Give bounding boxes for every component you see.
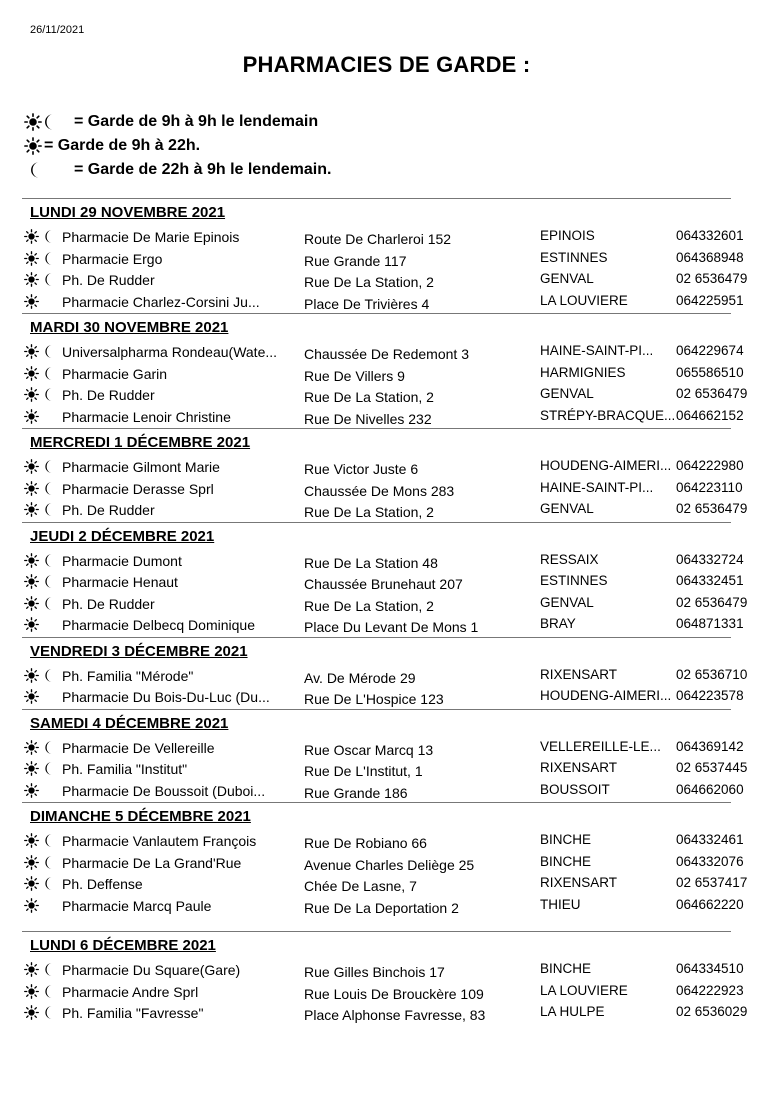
pharmacy-row	[22, 407, 744, 429]
pharmacy-row	[22, 831, 744, 853]
pharmacy-name: Ph. Deffense	[62, 876, 143, 892]
pharmacy-phone: 02 6536029	[676, 1004, 748, 1019]
pharmacy-phone: 064332601	[676, 228, 744, 243]
pharmacy-name: Pharmacie Charlez-Corsini Ju...	[62, 293, 260, 310]
pharmacy-name: Pharmacie Dumont	[62, 552, 182, 569]
pharmacy-name: Ph. Familia "Institut"	[62, 761, 188, 777]
moon-icon	[43, 251, 56, 266]
sun-icon	[24, 113, 42, 131]
pharmacy-city: THIEU	[540, 896, 581, 912]
pharmacy-row	[22, 960, 744, 982]
legend-item	[24, 158, 331, 182]
duty-icons	[24, 553, 60, 568]
sun-icon	[24, 344, 39, 359]
pharmacy-address: Rue De Nivelles 232	[304, 410, 432, 427]
pharmacy-city: RESSAIX	[540, 551, 599, 567]
pharmacy-city: LA LOUVIERE	[540, 292, 628, 308]
pharmacy-row	[22, 457, 744, 479]
pharmacy-address: Rue De Villers 9	[304, 367, 405, 384]
pharmacy-address: Rue Victor Juste 6	[304, 461, 419, 477]
pharmacy-phone: 02 6536710	[676, 666, 748, 682]
pharmacy-address: Rue De L'Hospice 123	[304, 691, 444, 707]
sun-icon	[24, 251, 39, 266]
duty-icons	[24, 459, 60, 474]
pharmacy-phone: 02 6536479	[676, 386, 748, 401]
day-heading: JEUDI 2 DÉCEMBRE 2021	[30, 527, 215, 545]
day-section	[22, 313, 748, 428]
pharmacy-city: BINCHE	[540, 961, 592, 976]
sun-icon	[24, 553, 39, 568]
pharmacy-row	[22, 982, 744, 1004]
moon-icon	[43, 740, 56, 755]
pharmacy-phone: 064368948	[676, 249, 744, 265]
pharmacy-address: Rue De L'Institut, 1	[304, 763, 423, 779]
pharmacy-phone: 064871331	[676, 616, 744, 631]
pharmacy-address: Place Alphonse Favresse, 83	[304, 1007, 486, 1023]
pharmacy-phone: 064332724	[676, 551, 744, 567]
pharmacy-address: Rue De La Station, 2	[304, 274, 434, 290]
pharmacy-row	[22, 759, 748, 781]
pharmacy-phone: 064332076	[676, 853, 744, 869]
sun-icon	[24, 272, 39, 287]
sun-icon	[24, 761, 39, 776]
moon-icon	[43, 229, 56, 244]
pharmacy-address: Rue De La Station, 2	[304, 389, 434, 405]
pharmacy-row	[22, 666, 748, 688]
pharmacy-address: Rue Gilles Binchois 17	[304, 964, 445, 980]
moon-icon	[43, 596, 56, 611]
legend-icons	[24, 161, 74, 179]
duty-icons	[24, 502, 60, 517]
pharmacy-city: STRÉPY-BRACQUE...	[540, 407, 676, 423]
sun-icon	[24, 876, 39, 891]
moon-icon	[43, 344, 56, 359]
sun-icon	[24, 855, 39, 870]
pharmacy-city: GENVAL	[540, 271, 594, 286]
day-section	[22, 637, 748, 709]
pharmacy-city: BOUSSOIT	[540, 781, 610, 797]
moon-icon	[43, 833, 56, 848]
moon-icon	[43, 855, 56, 870]
sun-icon	[24, 898, 39, 913]
pharmacy-name: Pharmacie Ergo	[62, 250, 163, 267]
pharmacy-name: Universalpharma Rondeau(Wate...	[62, 344, 278, 360]
day-section	[22, 428, 748, 522]
sun-icon	[24, 783, 39, 798]
day-section	[22, 931, 748, 1025]
duty-icons	[24, 596, 60, 611]
schedule	[0, 198, 773, 1025]
sun-icon	[24, 459, 39, 474]
pharmacy-row	[22, 479, 743, 501]
legend-text: = Garde de 22h à 9h le lendemain.	[74, 161, 332, 178]
pharmacy-city: HAINE-SAINT-PI...	[540, 479, 654, 495]
pharmacy-phone: 064662220	[676, 896, 744, 912]
legend	[24, 110, 331, 182]
duty-icons	[24, 962, 60, 977]
pharmacy-phone: 02 6536479	[676, 271, 748, 286]
pharmacy-address: Rue Grande 117	[304, 252, 407, 269]
pharmacy-row	[22, 615, 744, 637]
duty-icons	[24, 294, 60, 309]
pharmacy-name: Pharmacie Vanlautem François	[62, 833, 257, 849]
sun-icon	[24, 668, 39, 683]
moon-icon	[43, 761, 56, 776]
pharmacy-name: Pharmacie De La Grand'Rue	[62, 854, 242, 871]
legend-item	[24, 110, 331, 134]
pharmacy-name: Pharmacie Henaut	[62, 574, 178, 590]
moon-icon	[43, 1005, 56, 1020]
day-heading: SAMEDI 4 DÉCEMBRE 2021	[30, 714, 229, 732]
pharmacy-row	[22, 896, 744, 918]
legend-item	[24, 134, 331, 158]
pharmacy-phone: 064223110	[676, 479, 743, 495]
pharmacy-city: GENVAL	[540, 386, 594, 401]
duty-icons	[24, 387, 60, 402]
pharmacy-name: Pharmacie Garin	[62, 365, 168, 382]
pharmacy-city: ESTINNES	[540, 249, 608, 265]
pharmacy-row	[22, 687, 744, 709]
pharmacy-phone: 064334510	[676, 961, 744, 976]
pharmacy-city: RIXENSART	[540, 666, 618, 682]
pharmacy-address: Rue Louis De Brouckère 109	[304, 985, 484, 1002]
moon-icon	[28, 161, 44, 179]
moon-icon	[43, 502, 56, 517]
sun-icon	[24, 740, 39, 755]
pharmacy-phone: 02 6537417	[676, 875, 748, 890]
pharmacy-address: Rue Grande 186	[304, 784, 408, 801]
pharmacy-phone: 064332451	[676, 573, 744, 588]
pharmacy-row	[22, 342, 744, 364]
sun-icon	[24, 833, 39, 848]
pharmacy-city: LA LOUVIERE	[540, 982, 628, 998]
moon-icon	[43, 668, 56, 683]
pharmacy-name: Pharmacie Marcq Paule	[62, 897, 212, 914]
duty-icons	[24, 740, 60, 755]
pharmacy-row	[22, 551, 744, 573]
pharmacy-city: GENVAL	[540, 594, 594, 610]
pharmacy-row	[22, 227, 744, 249]
day-heading: MARDI 30 NOVEMBRE 2021	[30, 319, 229, 336]
pharmacy-address: Rue De La Station 48	[304, 554, 438, 571]
pharmacy-phone: 064223578	[676, 688, 744, 703]
pharmacy-name: Pharmacie De Marie Epinois	[62, 229, 240, 245]
duty-icons	[24, 898, 60, 913]
spacer	[22, 917, 731, 931]
pharmacy-row	[22, 500, 748, 522]
pharmacy-city: HAINE-SAINT-PI...	[540, 343, 654, 358]
duty-icons	[24, 344, 60, 359]
duty-icons	[24, 617, 60, 632]
duty-icons	[24, 761, 60, 776]
pharmacy-name: Pharmacie Lenoir Christine	[62, 408, 231, 425]
pharmacy-row	[22, 270, 748, 292]
pharmacy-phone: 064222923	[676, 982, 744, 998]
sun-icon	[24, 574, 39, 589]
pharmacy-phone: 064332461	[676, 832, 744, 847]
sun-icon	[24, 962, 39, 977]
pharmacy-address: Av. De Mérode 29	[304, 669, 416, 686]
pharmacy-phone: 064369142	[676, 738, 744, 754]
pharmacy-row	[22, 1003, 748, 1025]
pharmacy-row	[22, 364, 744, 386]
pharmacy-phone: 064662152	[676, 407, 744, 423]
pharmacy-city: HARMIGNIES	[540, 364, 626, 380]
pharmacy-city: HOUDENG-AIMERI...	[540, 688, 672, 703]
pharmacy-city: RIXENSART	[540, 760, 618, 775]
pharmacy-address: Place De Trivières 4	[304, 295, 430, 312]
duty-icons	[24, 574, 60, 589]
day-heading: DIMANCHE 5 DÉCEMBRE 2021	[30, 808, 251, 825]
pharmacy-name: Ph. Familia "Favresse"	[62, 1005, 204, 1021]
pharmacy-city: VELLEREILLE-LE...	[540, 738, 661, 754]
sun-icon	[24, 689, 39, 704]
pharmacy-name: Pharmacie Andre Sprl	[62, 983, 199, 1000]
pharmacy-name: Pharmacie Derasse Sprl	[62, 480, 214, 497]
moon-icon	[43, 387, 56, 402]
day-section	[22, 802, 748, 931]
duty-icons	[24, 481, 60, 496]
pharmacy-address: Rue De La Station, 2	[304, 504, 434, 520]
day-heading: LUNDI 29 NOVEMBRE 2021	[30, 204, 226, 221]
duty-icons	[24, 272, 60, 287]
moon-icon	[43, 574, 56, 589]
pharmacy-phone: 02 6536479	[676, 594, 748, 610]
moon-icon	[43, 366, 56, 381]
pharmacy-row	[22, 385, 748, 407]
pharmacy-name: Pharmacie Gilmont Marie	[62, 459, 220, 475]
sun-icon	[24, 366, 39, 381]
pharmacy-phone: 02 6537445	[676, 760, 748, 775]
pharmacy-city: RIXENSART	[540, 875, 618, 890]
pharmacy-name: Ph. De Rudder	[62, 387, 155, 403]
pharmacy-row	[22, 874, 748, 896]
sun-icon	[24, 481, 39, 496]
pharmacy-city: EPINOIS	[540, 228, 595, 243]
pharmacy-city: GENVAL	[540, 501, 594, 516]
duty-icons	[24, 229, 60, 244]
pharmacy-phone: 02 6536479	[676, 501, 748, 516]
duty-icons	[24, 984, 60, 999]
pharmacy-name: Pharmacie Du Square(Gare)	[62, 962, 241, 978]
pharmacy-city: HOUDENG-AIMERI...	[540, 458, 672, 473]
legend-icons	[24, 137, 44, 155]
pharmacy-row	[22, 292, 744, 314]
pharmacy-address: Chaussée De Mons 283	[304, 482, 455, 499]
pharmacy-address: Route De Charleroi 152	[304, 231, 452, 247]
sun-icon	[24, 294, 39, 309]
sun-icon	[24, 409, 39, 424]
moon-icon	[43, 272, 56, 287]
duty-icons	[24, 876, 60, 891]
pharmacy-city: ESTINNES	[540, 573, 608, 588]
pharmacy-address: Place Du Levant De Mons 1	[304, 619, 479, 635]
pharmacy-name: Ph. Familia "Mérode"	[62, 667, 194, 684]
pharmacy-city: BRAY	[540, 616, 576, 631]
document-date: 26/11/2021	[30, 24, 85, 36]
pharmacy-row	[22, 249, 744, 271]
moon-icon	[43, 962, 56, 977]
pharmacy-name: Pharmacie De Vellereille	[62, 739, 215, 756]
sun-icon	[24, 387, 39, 402]
pharmacy-name: Ph. De Rudder	[62, 595, 155, 612]
pharmacy-address: Rue De La Station, 2	[304, 597, 434, 614]
pharmacy-phone: 064225951	[676, 292, 744, 308]
pharmacy-row	[22, 853, 744, 875]
sun-icon	[24, 137, 42, 155]
day-section	[22, 709, 748, 803]
moon-icon	[42, 113, 58, 131]
pharmacy-row	[22, 781, 744, 803]
pharmacy-row	[22, 594, 748, 616]
moon-icon	[43, 876, 56, 891]
legend-icons	[24, 113, 74, 131]
pharmacy-phone: 065586510	[676, 364, 744, 380]
duty-icons	[24, 668, 60, 683]
pharmacy-address: Chaussée De Redemont 3	[304, 346, 469, 362]
pharmacy-name: Pharmacie De Boussoit (Duboi...	[62, 782, 266, 799]
pharmacy-phone: 064222980	[676, 458, 744, 473]
moon-icon	[43, 481, 56, 496]
pharmacy-city: LA HULPE	[540, 1004, 605, 1019]
duty-icons	[24, 689, 60, 704]
pharmacy-row	[22, 572, 744, 594]
day-section	[22, 198, 748, 313]
legend-text: = Garde de 9h à 22h.	[44, 137, 201, 154]
pharmacy-row	[22, 738, 744, 760]
day-heading: MERCREDI 1 DÉCEMBRE 2021	[30, 434, 251, 451]
pharmacy-phone: 064662060	[676, 781, 744, 797]
moon-icon	[43, 553, 56, 568]
sun-icon	[24, 1005, 39, 1020]
page-title: PHARMACIES DE GARDE :	[242, 52, 531, 77]
pharmacy-name: Pharmacie Delbecq Dominique	[62, 617, 255, 633]
duty-icons	[24, 1005, 60, 1020]
pharmacy-address: Avenue Charles Deliège 25	[304, 856, 475, 873]
legend-text: = Garde de 9h à 9h le lendemain	[74, 113, 319, 130]
sun-icon	[24, 229, 39, 244]
sun-icon	[24, 596, 39, 611]
duty-icons	[24, 366, 60, 381]
pharmacy-address: Rue De Robiano 66	[304, 835, 427, 851]
duty-icons	[24, 855, 60, 870]
duty-icons	[24, 783, 60, 798]
moon-icon	[43, 459, 56, 474]
pharmacy-name: Pharmacie Du Bois-Du-Luc (Du...	[62, 689, 270, 705]
day-heading: LUNDI 6 DÉCEMBRE 2021	[30, 937, 216, 954]
pharmacy-phone: 064229674	[676, 343, 744, 358]
pharmacy-address: Rue Oscar Marcq 13	[304, 741, 434, 758]
pharmacy-address: Rue De La Deportation 2	[304, 899, 459, 916]
day-heading: VENDREDI 3 DÉCEMBRE 2021	[30, 642, 248, 660]
pharmacy-city: BINCHE	[540, 853, 592, 869]
sun-icon	[24, 617, 39, 632]
moon-icon	[43, 984, 56, 999]
pharmacy-address: Chaussée Brunehaut 207	[304, 576, 463, 592]
duty-icons	[24, 833, 60, 848]
pharmacy-name: Ph. De Rudder	[62, 272, 155, 288]
sun-icon	[24, 502, 39, 517]
duty-icons	[24, 251, 60, 266]
pharmacy-city: BINCHE	[540, 832, 592, 847]
sun-icon	[24, 984, 39, 999]
pharmacy-name: Ph. De Rudder	[62, 502, 155, 518]
pharmacy-address: Chée De Lasne, 7	[304, 878, 417, 894]
day-section	[22, 522, 748, 637]
duty-icons	[24, 409, 60, 424]
